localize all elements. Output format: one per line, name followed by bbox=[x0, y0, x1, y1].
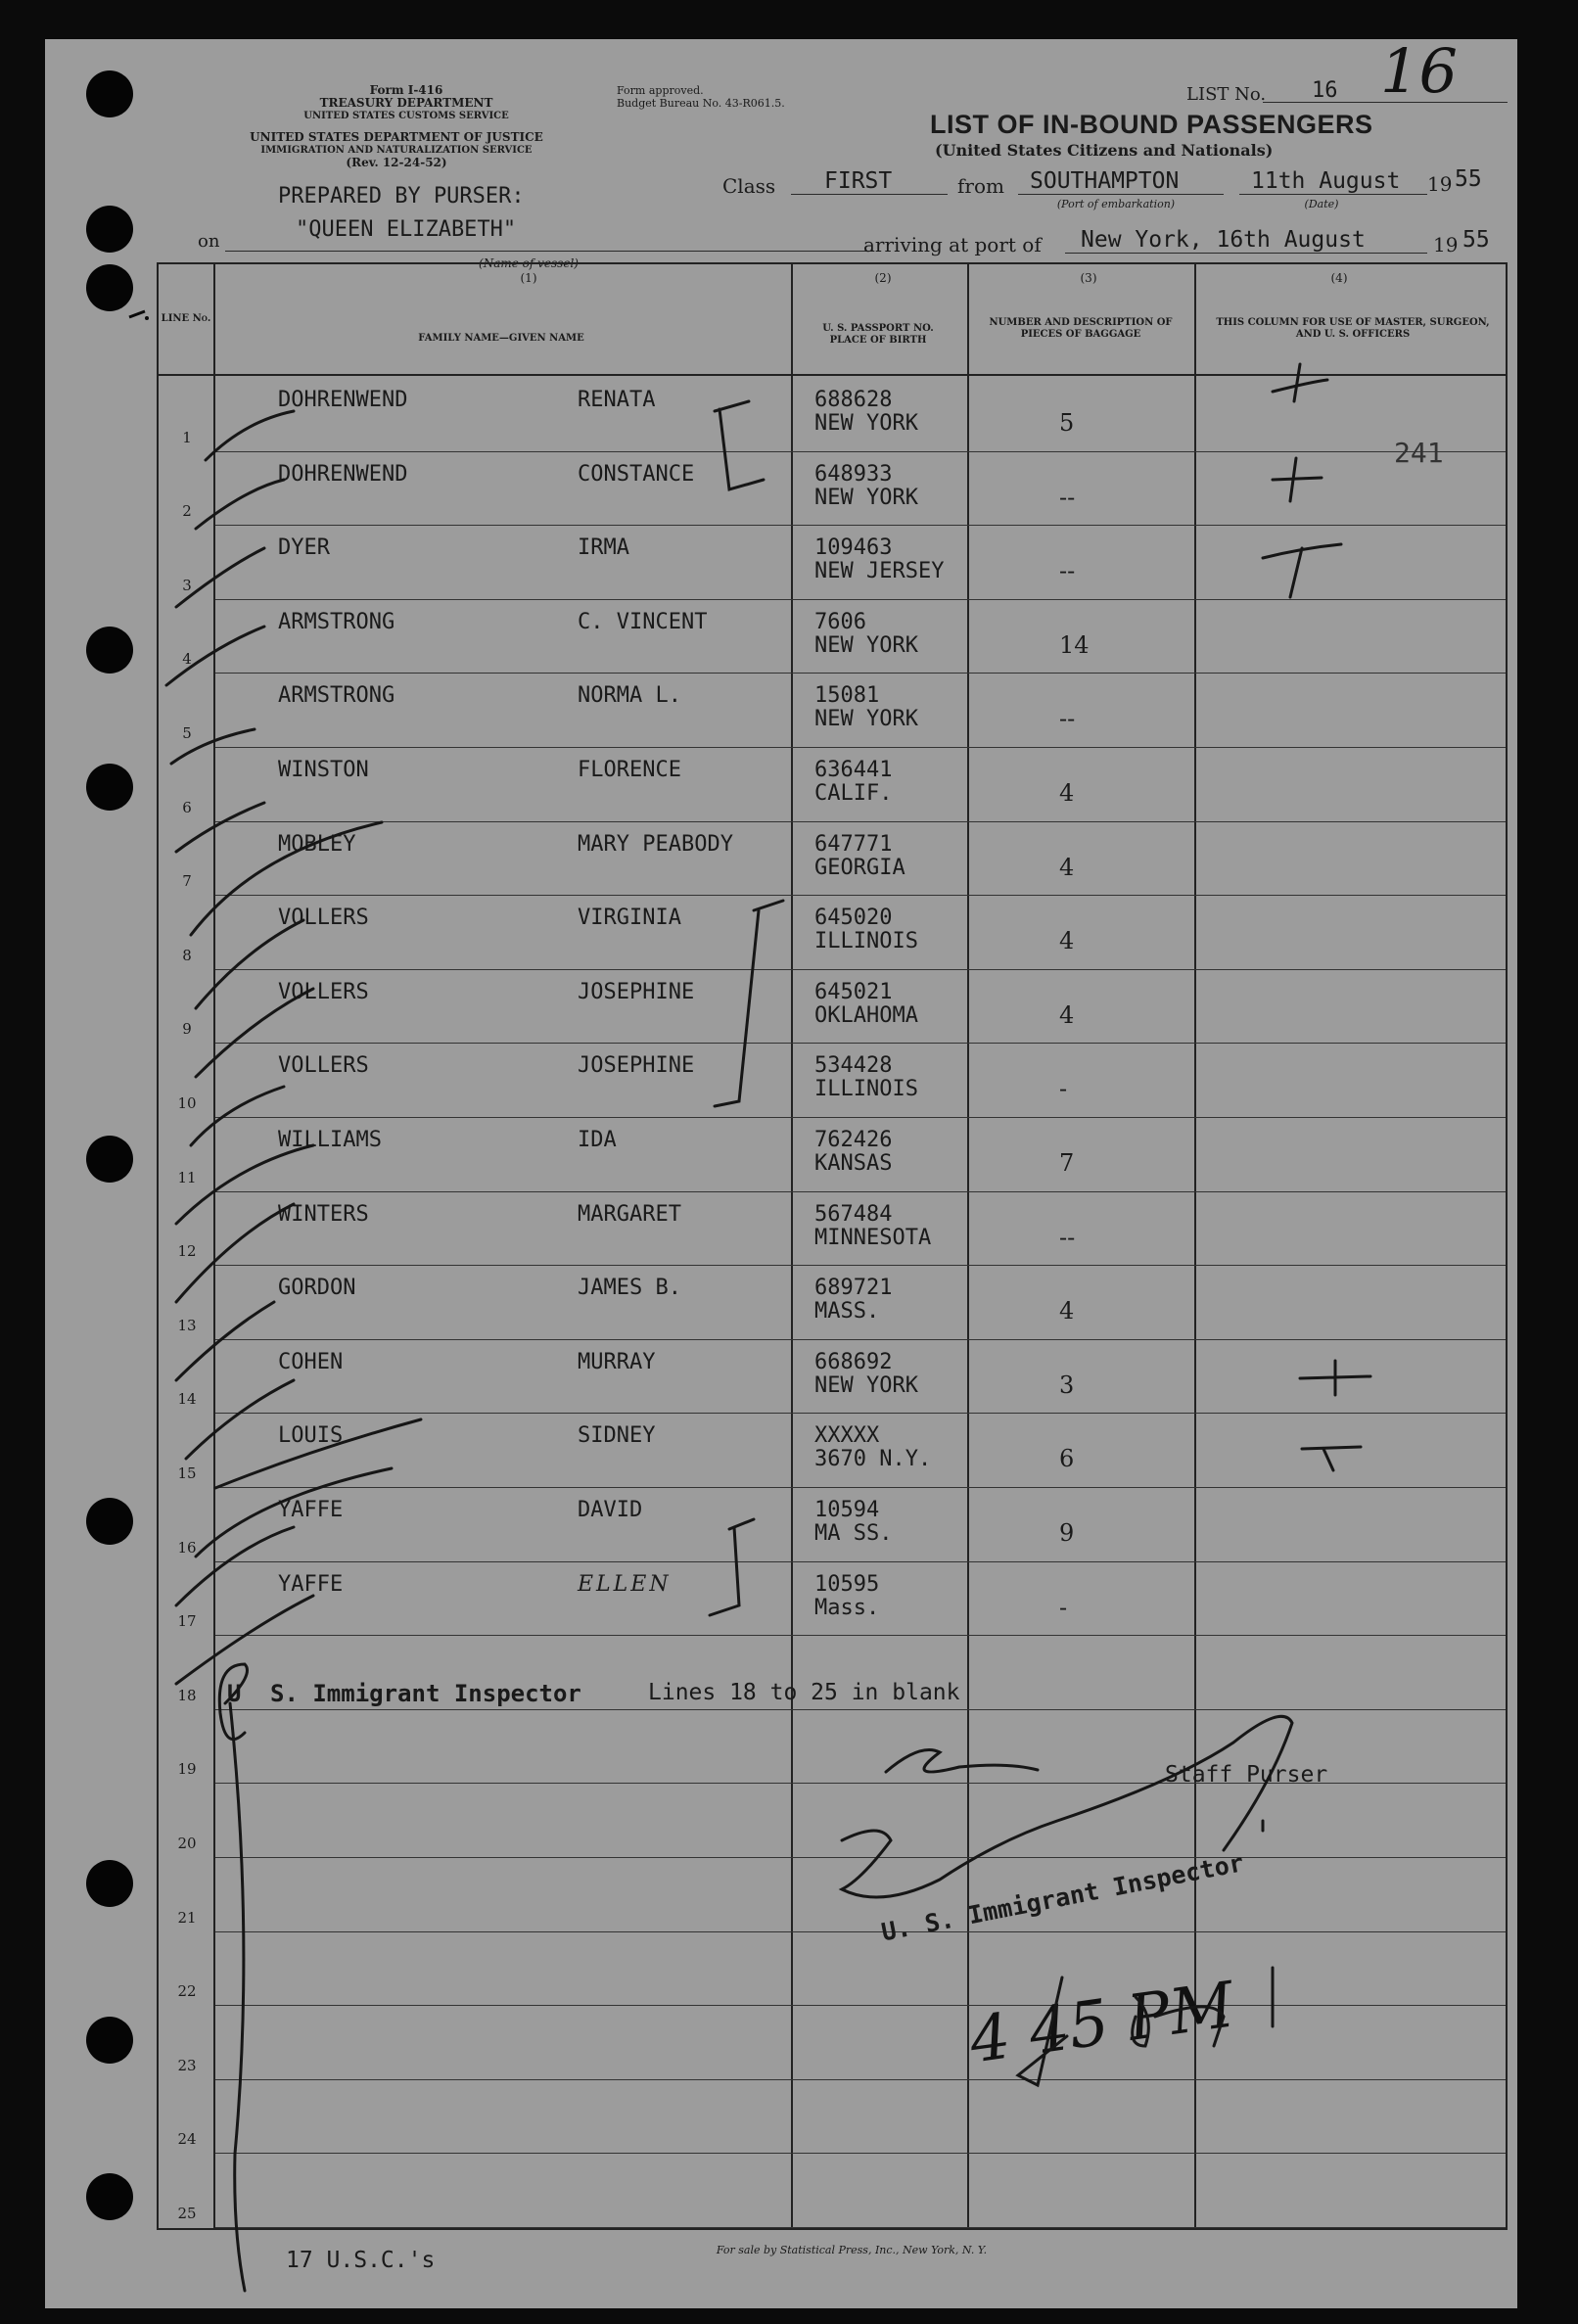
class-value: FIRST bbox=[824, 168, 893, 194]
vessel-name: "QUEEN ELIZABETH" bbox=[296, 217, 517, 242]
passport-number: 762426 bbox=[814, 1128, 893, 1152]
list-no-value: 16 bbox=[1312, 78, 1338, 103]
family-name: DOHRENWEND bbox=[278, 461, 408, 487]
line-number: 25 bbox=[177, 2205, 197, 2222]
footer-center: For sale by Statistical Press, Inc., New York, N. Y. bbox=[716, 2244, 988, 2256]
place-of-birth: NEW YORK bbox=[814, 1372, 918, 1398]
baggage-count: 4 bbox=[1059, 853, 1075, 881]
row-divider bbox=[215, 2227, 1506, 2228]
family-name: COHEN bbox=[278, 1349, 344, 1374]
approval-line1: Form approved. bbox=[617, 84, 704, 97]
col-num-3: (3) bbox=[1080, 271, 1097, 285]
inspector-note: S. Immigrant Inspector bbox=[270, 1680, 581, 1707]
place-of-birth: NEW YORK bbox=[814, 411, 918, 436]
baggage-count: - bbox=[1059, 1075, 1068, 1103]
from-label: from bbox=[957, 174, 1004, 198]
given-name: JOSEPHINE bbox=[578, 1053, 695, 1079]
from-year: 55 bbox=[1455, 166, 1482, 192]
justice-dept: UNITED STATES DEPARTMENT OF JUSTICE bbox=[250, 130, 543, 144]
line-number: 15 bbox=[177, 1464, 197, 1482]
given-name: MARGARET bbox=[578, 1201, 681, 1227]
given-name: MURRAY bbox=[578, 1349, 656, 1374]
passport-number: 15081 bbox=[814, 683, 880, 709]
header-line-no: LINE No. bbox=[161, 313, 211, 324]
family-name: LOUIS bbox=[278, 1423, 344, 1449]
col-num-1: (1) bbox=[520, 271, 537, 285]
passport-number: 10594 bbox=[814, 1498, 880, 1522]
punch-hole bbox=[86, 764, 133, 811]
place-of-birth: MASS. bbox=[814, 1299, 880, 1325]
place-of-birth: CALIF. bbox=[814, 781, 893, 806]
arriving-label: arriving at port of bbox=[863, 233, 1042, 256]
family-name: ARMSTRONG bbox=[278, 609, 395, 634]
place-of-birth: MA SS. bbox=[814, 1521, 893, 1546]
from-year-prefix: 19 bbox=[1427, 172, 1453, 196]
side-number: 241 bbox=[1394, 437, 1444, 469]
place-of-birth: GEORGIA bbox=[814, 855, 905, 880]
row-divider bbox=[215, 2079, 1506, 2080]
row-divider bbox=[215, 1265, 1506, 1266]
line-number: 18 bbox=[177, 1686, 197, 1704]
row-divider bbox=[215, 1931, 1506, 1932]
passport-number: 647771 bbox=[814, 831, 893, 857]
given-name: CONSTANCE bbox=[578, 461, 695, 487]
baggage-count: 5 bbox=[1059, 409, 1075, 437]
family-name: VOLLERS bbox=[278, 1053, 369, 1079]
date-caption: (Date) bbox=[1304, 198, 1339, 210]
place-of-birth: ILLINOIS bbox=[814, 929, 918, 954]
form-subtitle: (United States Citizens and Nationals) bbox=[935, 141, 1274, 160]
punch-hole bbox=[86, 1136, 133, 1183]
family-name: VOLLERS bbox=[278, 979, 369, 1004]
line-number: 6 bbox=[182, 798, 192, 816]
baggage-count: -- bbox=[1059, 705, 1076, 733]
given-name: IDA bbox=[578, 1128, 617, 1152]
place-of-birth: NEW YORK bbox=[814, 707, 918, 732]
family-name: VOLLERS bbox=[278, 906, 369, 931]
passport-number: 645021 bbox=[814, 979, 893, 1004]
row-divider bbox=[215, 1413, 1506, 1414]
row-divider bbox=[215, 821, 1506, 822]
approval-line2: Budget Bureau No. 43-R061.5. bbox=[617, 97, 785, 110]
class-label: Class bbox=[722, 174, 776, 198]
family-name: YAFFE bbox=[278, 1498, 344, 1522]
footer-left: 17 U.S.C.'s bbox=[286, 2248, 436, 2273]
treasury-dept: TREASURY DEPARTMENT bbox=[319, 96, 493, 110]
baggage-count: 7 bbox=[1059, 1149, 1075, 1177]
passport-number: 689721 bbox=[814, 1276, 893, 1301]
punch-hole bbox=[86, 2017, 133, 2064]
baggage-count: 4 bbox=[1059, 779, 1075, 807]
col-num-4: (4) bbox=[1330, 271, 1348, 285]
line-number: 8 bbox=[182, 946, 192, 964]
line-number: 5 bbox=[182, 724, 192, 742]
punch-hole bbox=[86, 1860, 133, 1907]
header-baggage: NUMBER AND DESCRIPTION OF PIECES OF BAGGAGE bbox=[989, 317, 1173, 340]
given-name: SIDNEY bbox=[578, 1423, 656, 1449]
row-divider bbox=[215, 525, 1506, 526]
baggage-count: 4 bbox=[1059, 927, 1075, 955]
baggage-count: 4 bbox=[1059, 1297, 1075, 1325]
form-id: Form I-416 bbox=[369, 83, 443, 97]
punch-hole bbox=[86, 1498, 133, 1545]
given-name: MARY PEABODY bbox=[578, 831, 733, 857]
line-number: 20 bbox=[177, 1835, 197, 1852]
prepared-by: PREPARED BY PURSER: bbox=[278, 184, 525, 209]
list-no-label: LIST No. bbox=[1186, 84, 1267, 105]
row-divider bbox=[215, 1709, 1506, 1710]
row-divider bbox=[215, 1857, 1506, 1858]
passport-number: 109463 bbox=[814, 535, 893, 561]
family-name: WINTERS bbox=[278, 1201, 369, 1227]
line-number: 10 bbox=[177, 1094, 197, 1112]
passport-number: 688628 bbox=[814, 388, 893, 412]
header-officers: THIS COLUMN FOR USE OF MASTER, SURGEON, AND U. S. OFFICERS bbox=[1216, 317, 1490, 340]
family-name: GORDON bbox=[278, 1276, 356, 1301]
family-name: WILLIAMS bbox=[278, 1128, 382, 1152]
given-name: IRMA bbox=[578, 535, 629, 561]
revision: (Rev. 12-24-52) bbox=[346, 156, 447, 169]
inspector-prefix: U bbox=[227, 1680, 242, 1707]
row-divider bbox=[215, 599, 1506, 600]
port-embark-caption: (Port of embarkation) bbox=[1056, 198, 1176, 210]
line-number: 19 bbox=[177, 1760, 197, 1779]
inspector-stamp: U. S. Immigrant Inspector bbox=[879, 1848, 1246, 1947]
row-divider bbox=[215, 747, 1506, 748]
baggage-count: - bbox=[1059, 1593, 1068, 1621]
line-number: 11 bbox=[177, 1168, 197, 1186]
passport-number: 645020 bbox=[814, 906, 893, 931]
arriving-value: New York, 16th August bbox=[1081, 227, 1366, 253]
row-divider bbox=[215, 451, 1506, 452]
row-divider bbox=[215, 1191, 1506, 1192]
from-value: SOUTHAMPTON bbox=[1030, 168, 1180, 194]
passport-number: XXXXX bbox=[814, 1423, 880, 1449]
baggage-count: 3 bbox=[1059, 1371, 1075, 1399]
row-divider bbox=[215, 673, 1506, 674]
line-number: 1 bbox=[182, 428, 192, 446]
line-number: 17 bbox=[177, 1612, 197, 1631]
line-number: 4 bbox=[182, 650, 192, 669]
line-number: 22 bbox=[177, 1982, 197, 2001]
given-name: C. VINCENT bbox=[578, 609, 708, 634]
line-number: 3 bbox=[182, 576, 192, 594]
row-divider bbox=[215, 1339, 1506, 1340]
lines-blank-note: Lines 18 to 25 in blank bbox=[648, 1680, 960, 1705]
ins-service: IMMIGRATION AND NATURALIZATION SERVICE bbox=[260, 145, 533, 156]
family-name: ARMSTRONG bbox=[278, 683, 395, 709]
given-name: JOSEPHINE bbox=[578, 979, 695, 1004]
passport-number: 648933 bbox=[814, 461, 893, 487]
punch-hole bbox=[86, 627, 133, 674]
baggage-count: 4 bbox=[1059, 1000, 1075, 1029]
family-name: DOHRENWEND bbox=[278, 388, 408, 412]
family-name: WINSTON bbox=[278, 758, 369, 782]
line-number: 9 bbox=[182, 1020, 192, 1039]
given-name: VIRGINIA bbox=[578, 906, 681, 931]
family-name: DYER bbox=[278, 535, 330, 561]
passport-number: 7606 bbox=[814, 609, 866, 634]
row-divider bbox=[215, 895, 1506, 896]
row-divider bbox=[215, 1487, 1506, 1488]
given-name: DAVID bbox=[578, 1498, 643, 1522]
place-of-birth: NEW YORK bbox=[814, 485, 918, 510]
header-passport: U. S. PASSPORT NO. PLACE OF BIRTH bbox=[822, 323, 934, 346]
punch-hole bbox=[86, 264, 133, 311]
given-name: ELLEN bbox=[578, 1571, 672, 1597]
passport-number: 534428 bbox=[814, 1053, 893, 1079]
row-divider bbox=[215, 1117, 1506, 1118]
passport-number: 636441 bbox=[814, 758, 893, 782]
line-number: 23 bbox=[177, 2056, 197, 2074]
time-note: 4 45 PM bbox=[965, 1969, 1239, 2078]
line-number: 21 bbox=[177, 1908, 197, 1927]
row-divider bbox=[215, 969, 1506, 970]
passport-number: 668692 bbox=[814, 1349, 893, 1374]
on-label: on bbox=[198, 231, 220, 252]
passenger-table bbox=[157, 262, 1508, 2230]
passport-number: 567484 bbox=[814, 1201, 893, 1227]
line-number: 7 bbox=[182, 872, 192, 891]
line-number: 13 bbox=[177, 1316, 197, 1334]
given-name: RENATA bbox=[578, 388, 656, 412]
line-number: 12 bbox=[177, 1242, 197, 1261]
vessel-caption: (Name of vessel) bbox=[479, 256, 579, 270]
baggage-count: -- bbox=[1059, 1223, 1076, 1251]
given-name: JAMES B. bbox=[578, 1276, 681, 1301]
place-of-birth: Mass. bbox=[814, 1595, 880, 1620]
row-divider bbox=[215, 1043, 1506, 1044]
row-divider bbox=[215, 2153, 1506, 2154]
family-name: MOBLEY bbox=[278, 831, 356, 857]
place-of-birth: KANSAS bbox=[814, 1151, 893, 1176]
row-divider bbox=[215, 1561, 1506, 1562]
row-divider bbox=[215, 1635, 1506, 1636]
punch-hole bbox=[86, 2173, 133, 2220]
col-num-2: (2) bbox=[874, 271, 892, 285]
staff-purser-label: Staff Purser bbox=[1165, 1762, 1328, 1788]
baggage-count: 9 bbox=[1059, 1519, 1075, 1547]
list-no-handwritten: 16 bbox=[1380, 35, 1458, 107]
family-name: YAFFE bbox=[278, 1571, 344, 1597]
given-name: FLORENCE bbox=[578, 758, 681, 782]
place-of-birth: NEW YORK bbox=[814, 632, 918, 658]
place-of-birth: ILLINOIS bbox=[814, 1077, 918, 1102]
line-number: 14 bbox=[177, 1390, 197, 1409]
baggage-count: 14 bbox=[1059, 630, 1090, 659]
baggage-count: -- bbox=[1059, 483, 1076, 511]
line-number: 24 bbox=[177, 2130, 197, 2149]
from-date: 11th August bbox=[1251, 168, 1401, 194]
line-number: 2 bbox=[182, 502, 192, 521]
header-name: FAMILY NAME—GIVEN NAME bbox=[418, 333, 584, 344]
passport-number: 10595 bbox=[814, 1571, 880, 1597]
baggage-count: 6 bbox=[1059, 1445, 1075, 1473]
form-title: LIST OF IN-BOUND PASSENGERS bbox=[930, 110, 1373, 139]
baggage-count: -- bbox=[1059, 557, 1076, 585]
place-of-birth: 3670 N.Y. bbox=[814, 1447, 932, 1472]
customs-service: UNITED STATES CUSTOMS SERVICE bbox=[303, 111, 509, 121]
place-of-birth: NEW JERSEY bbox=[814, 559, 945, 584]
row-divider bbox=[215, 2005, 1506, 2006]
line-number: 16 bbox=[177, 1538, 197, 1557]
punch-hole bbox=[86, 70, 133, 117]
place-of-birth: MINNESOTA bbox=[814, 1225, 932, 1250]
arriving-year: 55 bbox=[1462, 227, 1490, 253]
given-name: NORMA L. bbox=[578, 683, 681, 709]
arriving-year-prefix: 19 bbox=[1433, 233, 1459, 256]
punch-hole bbox=[86, 206, 133, 253]
place-of-birth: OKLAHOMA bbox=[814, 1002, 918, 1028]
